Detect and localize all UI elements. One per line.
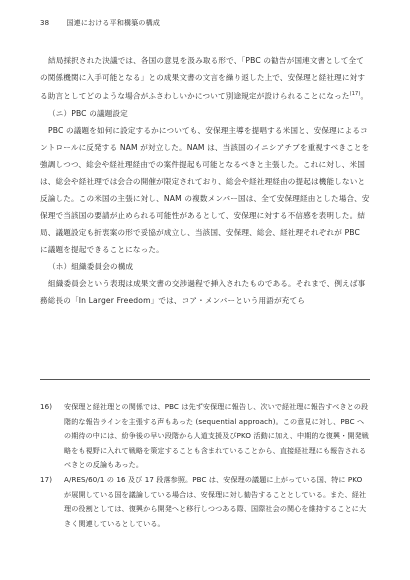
paragraph-2 <box>40 122 370 258</box>
page-number: 38 <box>40 19 50 27</box>
line: 起できることになった。 <box>78 244 164 254</box>
line: 保理と経社理に対する助言としてどのような場合がふさわしいかについて別途規定 <box>40 73 366 101</box>
line: 複数メンバー国は、全て安保理経由とした場合、安保理で当該国の要請が止められ <box>40 193 370 220</box>
line: 報告すべきとの段階的な報告ラインを主張する声もあった (sequential approach)。 <box>64 402 369 426</box>
line: ブを重視すべきことを強調しつつ、総会や経社理経由での案件提起も可能となるべ <box>40 142 370 169</box>
paragraph-1 <box>40 52 370 105</box>
line: きと主張した。これに対し、米国は、総会や経社理では会合の開催が限定されており、 <box>40 159 365 186</box>
footnote-ref-17: (17) <box>349 91 361 97</box>
line: 理によるコントロールに反発する NAM が対立した。NAM は、当該国のイニシアチ <box>40 125 368 152</box>
line: 国際社会の関心を維持することに大きく関連しているとしている。 <box>64 504 367 528</box>
line: 案の形で妥協が成立し、当該国、安保理、総会、経社理それぞれが PBC に議題を提 <box>40 227 360 254</box>
line: 組織委員会という表現は成果文書の交渉過程で挿入されたものである。それまで、 <box>48 278 335 288</box>
line: この意見に対し、PBC への期待の中には、紛争後の早い段階から人道支援及び <box>64 416 365 441</box>
line: 例えば事務総長の「In Larger Freedom」では、コア・メンバーという用語が充てら <box>40 278 366 305</box>
line: PBC の議題を如何に設定するかについても、安保理主導を提唱する米国と、安保 <box>48 125 330 135</box>
line: 特に PKO が展開している国を議論している場合は、安保理に対し勧告すること <box>64 474 363 499</box>
line: 。 <box>360 91 369 101</box>
line: 総会や経社理経由の提起は機能しないと反論した。この米国の主張に対し、NAM の <box>40 176 366 203</box>
body-text <box>40 52 370 309</box>
line: も含まれていることから、直接経社理にも報告されるべきとの反論もあった。 <box>64 445 367 470</box>
running-title: 国連における平和構築の構成 <box>66 19 161 27</box>
section-heading-ho: （ホ）組織委員会の構成 <box>48 261 134 271</box>
footnote-number: 16) <box>40 402 53 411</box>
footnote-divider <box>40 379 370 380</box>
line: PKO 活動に加え、中期的な復興・開発戦略をも視野に入れて戦略を策定すること <box>64 431 369 455</box>
line: として全ての関係機関に入手可能となる」との成果文書の文言を繰り返した上で、安 <box>40 56 365 82</box>
footnote-number: 17) <box>40 474 53 484</box>
line: A/RES/60/1 の 16 及び 17 段落参照。PBC は、安保理の議題に上がっている国、 <box>64 474 332 484</box>
line: 安保理と経社理との関係では、PBC は先ず安保理に報告し、次いで経社理に <box>64 402 311 411</box>
footnote-16 <box>40 400 370 473</box>
footnote-17 <box>40 473 370 531</box>
paragraph-3 <box>40 275 370 309</box>
line: としている。また、経社理の役割としては、復興から開発へと移行しつつある際、 <box>64 489 367 514</box>
line: が設けられることになった <box>256 91 350 101</box>
footnote-text <box>64 473 370 531</box>
line: 結局採択された決議では、各国の意見を汲み取る形で、「PBC の勧告が国連文書 <box>48 56 326 65</box>
footnotes <box>40 400 370 531</box>
section-heading-ni: （ニ）PBC の議題設定 <box>48 108 128 118</box>
running-header <box>40 18 370 28</box>
line: る可能性があるとして、安保理に対する不信感を表明した。結局、議題設定も折衷 <box>40 210 366 237</box>
footnote-text <box>64 400 370 473</box>
